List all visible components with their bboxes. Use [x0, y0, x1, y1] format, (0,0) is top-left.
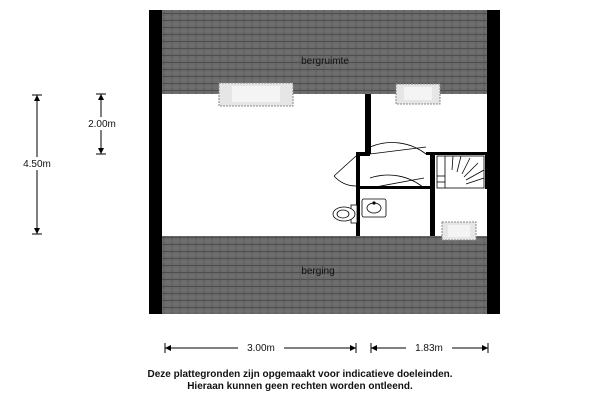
- disclaimer-line-2: Hieraan kunnen geen rechten worden ontleend.: [187, 381, 413, 392]
- room-label-berging: berging: [301, 266, 335, 277]
- interior-wall: [485, 155, 487, 189]
- interior-wall: [365, 94, 371, 154]
- skylight-icon: [396, 84, 440, 104]
- disclaimer-line-1: Deze plattegronden zijn opgemaakt voor indicatieve doeleinden.: [147, 369, 453, 380]
- roof-top-bergruimte: [162, 10, 487, 94]
- interior-wall: [430, 152, 435, 236]
- dimension-label-horizontal-right: 1.83m: [415, 343, 443, 354]
- room-label-bergruimte: bergruimte: [301, 56, 349, 67]
- dimension-label-vertical-inner: 2.00m: [88, 119, 116, 130]
- dimension-label-horizontal-left: 3.00m: [247, 343, 275, 354]
- sink-icon: [362, 199, 386, 217]
- interior-wall: [426, 152, 487, 155]
- floor-area: [162, 94, 487, 236]
- dimension-label-vertical-outer: 4.50m: [23, 159, 51, 170]
- skylight-icon: [219, 83, 293, 106]
- disclaimer: [0, 369, 600, 393]
- skylight-icon: [442, 222, 476, 240]
